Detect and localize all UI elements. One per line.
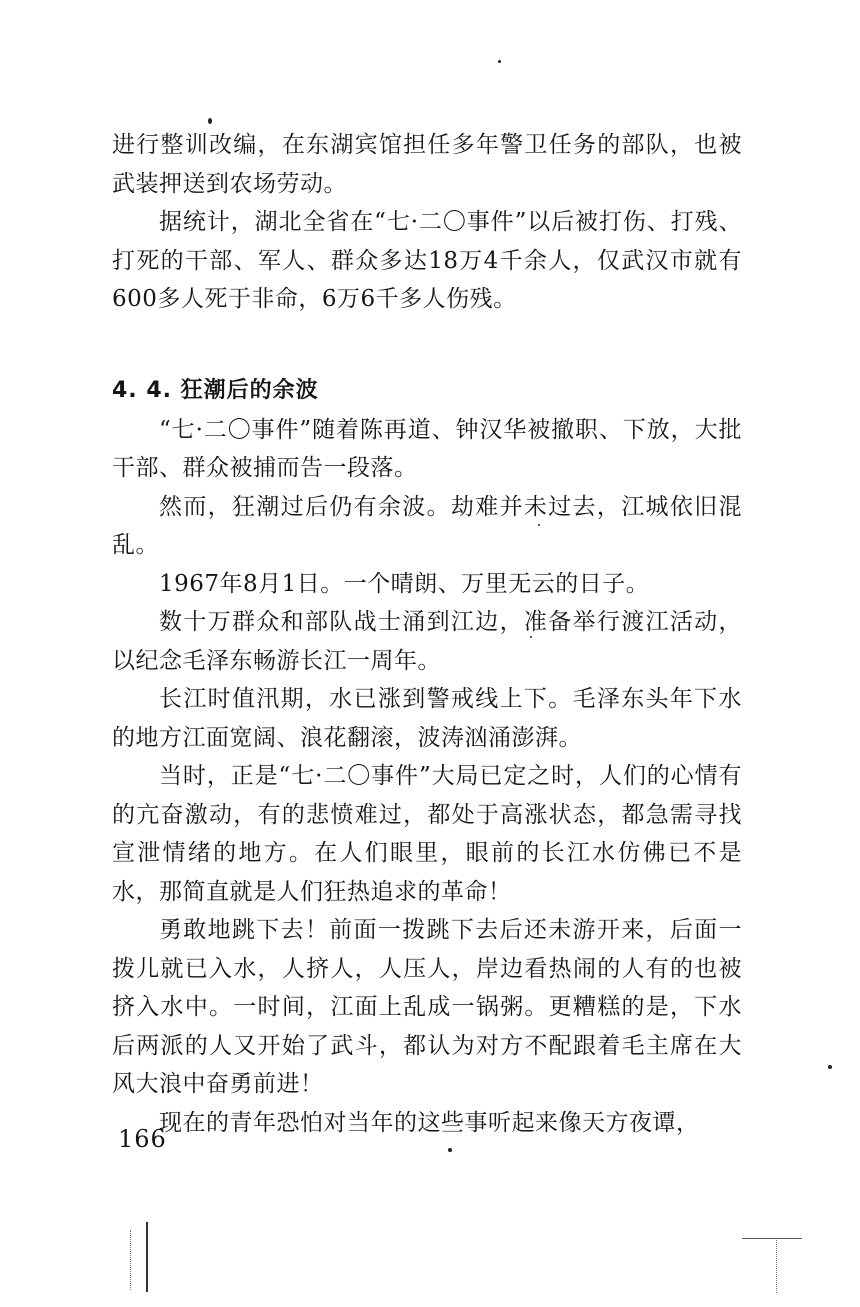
scan-speck bbox=[498, 60, 501, 63]
scan-speck bbox=[208, 118, 212, 124]
section-heading: 4. 4. 狂潮后的余波 bbox=[112, 377, 319, 403]
scan-speck bbox=[448, 1148, 452, 1152]
scan-speck bbox=[530, 636, 532, 638]
paragraph: 数十万群众和部队战士涌到江边，准备举行渡江活动，以纪念毛泽东畅游长江一周年。 bbox=[112, 609, 742, 674]
page-number: 166 bbox=[118, 1125, 167, 1153]
scan-edge-dotted bbox=[130, 1230, 131, 1290]
scan-edge-dash bbox=[742, 1238, 802, 1239]
scan-speck bbox=[538, 524, 540, 526]
paragraph-last: 现在的青年恐怕对当年的这些事听起来像天方夜谭， bbox=[159, 1109, 700, 1136]
paragraph-statistics: 据统计，湖北全省在“七·二〇事件”以后被打伤、打残、打死的干部、军人、群众多达18万4千余人，仅武汉市就有600多人死于非命，6万6千多人伤残。 bbox=[112, 209, 742, 312]
paragraph: 当时，正是“七·二〇事件”大局已定之时，人们的心情有的亢奋激动，有的悲愤难过，都处于高涨状态，都急需寻找宣泄情绪的地方。在人们眼里，眼前的长江水仿佛已不是水，那简直就是人们狂热追求的革命！ bbox=[112, 763, 742, 905]
scan-speck bbox=[828, 1065, 832, 1069]
paragraph: 然而，狂潮过后仍有余波。劫难并未过去，江城依旧混乱。 bbox=[112, 493, 742, 558]
paragraph-date: 1967年8月1日。一个晴朗、万里无云的日子。 bbox=[159, 570, 650, 597]
paragraph: 勇敢地跳下去！前面一拨跳下去后还未游开来，后面一拨儿就已入水，人挤人，人压人，岸边看热闹的人有的也被挤入水中。一时间，江面上乱成一锅粥。更糟糕的是，下水后两派的人又开始了武斗，都认为对方不配跟着毛主席在大风大浪中奋勇前进！ bbox=[112, 917, 742, 1097]
paragraph: 长江时值汛期，水已涨到警戒线上下。毛泽东头年下水的地方江面宽阔、浪花翻滚，波涛汹涌澎湃。 bbox=[112, 686, 742, 751]
scan-edge-dotted bbox=[776, 1238, 777, 1293]
paragraph-continued: 进行整训改编，在东湖宾馆担任多年警卫任务的部队，也被武装押送到农场劳动。 bbox=[112, 132, 742, 197]
body-text bbox=[112, 126, 742, 1142]
scan-edge-line bbox=[146, 1222, 148, 1292]
paragraph: “七·二〇事件”随着陈再道、钟汉华被撤职、下放，大批干部、群众被捕而告一段落。 bbox=[112, 416, 742, 481]
